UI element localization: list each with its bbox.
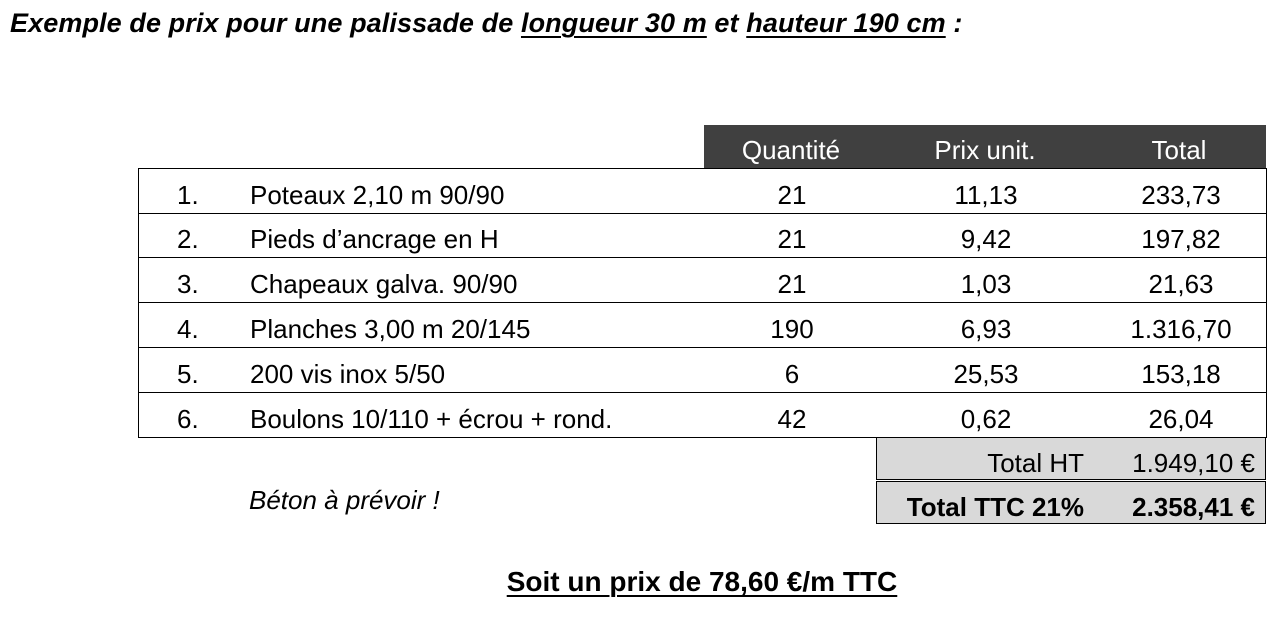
title-prefix: Exemple de prix pour une palissade de [10, 8, 521, 38]
row-label: Boulons 10/110 + écrou + rond. [250, 404, 613, 434]
page-title [10, 8, 962, 39]
column-header-total: Total [1151, 135, 1207, 165]
total-ttc-value: 2.358,41 € [1132, 492, 1255, 522]
row-number: 1. [177, 180, 199, 210]
price-per-meter [0, 566, 1279, 598]
table-row [138, 168, 1267, 214]
row-total: 233,73 [1141, 180, 1221, 210]
row-number: 2. [177, 224, 199, 254]
row-number: 6. [177, 404, 199, 434]
row-unit-price: 0,62 [960, 404, 1012, 434]
title-length: longueur 30 m [520, 8, 707, 38]
table-row [138, 348, 1267, 393]
total-ht-label: Total HT [987, 448, 1084, 478]
title-suffix: : [945, 8, 963, 38]
row-label: Poteaux 2,10 m 90/90 [250, 180, 505, 210]
row-quantity: 190 [770, 314, 814, 344]
row-unit-price: 11,13 [954, 180, 1018, 210]
title-mid: et [706, 8, 747, 38]
column-header-quantity: Quantité [741, 135, 841, 165]
column-header-unit-price: Prix unit. [934, 135, 1036, 165]
row-label: 200 vis inox 5/50 [250, 359, 446, 389]
total-ht-value: 1.949,10 € [1132, 448, 1255, 478]
row-unit-price: 1,03 [960, 269, 1012, 299]
title-height: hauteur 190 cm [746, 8, 946, 38]
row-number: 5. [177, 359, 199, 389]
total-ttc-box [876, 481, 1266, 524]
row-unit-price: 6,93 [960, 314, 1012, 344]
row-total: 1.316,70 [1130, 314, 1232, 344]
row-number: 4. [177, 314, 199, 344]
total-ttc-label: Total TTC 21% [906, 492, 1084, 522]
row-total: 21,63 [1148, 269, 1214, 299]
row-number: 3. [177, 269, 199, 299]
table-row [138, 258, 1267, 303]
table-row [138, 213, 1267, 258]
table-row [138, 303, 1267, 348]
row-label: Pieds d’ancrage en H [250, 224, 499, 254]
row-unit-price: 25,53 [953, 359, 1019, 389]
row-label: Planches 3,00 m 20/145 [250, 314, 531, 344]
table-row [138, 393, 1267, 438]
row-quantity: 6 [784, 359, 800, 389]
price-per-meter-text: Soit un prix de 78,60 €/m TTC [506, 566, 898, 597]
row-total: 153,18 [1141, 359, 1221, 389]
concrete-note: Béton à prévoir ! [249, 485, 440, 515]
row-unit-price: 9,42 [960, 224, 1012, 254]
row-quantity: 42 [777, 404, 807, 434]
row-quantity: 21 [777, 224, 807, 254]
row-total: 26,04 [1148, 404, 1214, 434]
row-label: Chapeaux galva. 90/90 [250, 269, 518, 299]
row-quantity: 21 [777, 269, 807, 299]
row-total: 197,82 [1141, 224, 1221, 254]
row-quantity: 21 [777, 180, 807, 210]
total-ht-box [876, 437, 1266, 480]
